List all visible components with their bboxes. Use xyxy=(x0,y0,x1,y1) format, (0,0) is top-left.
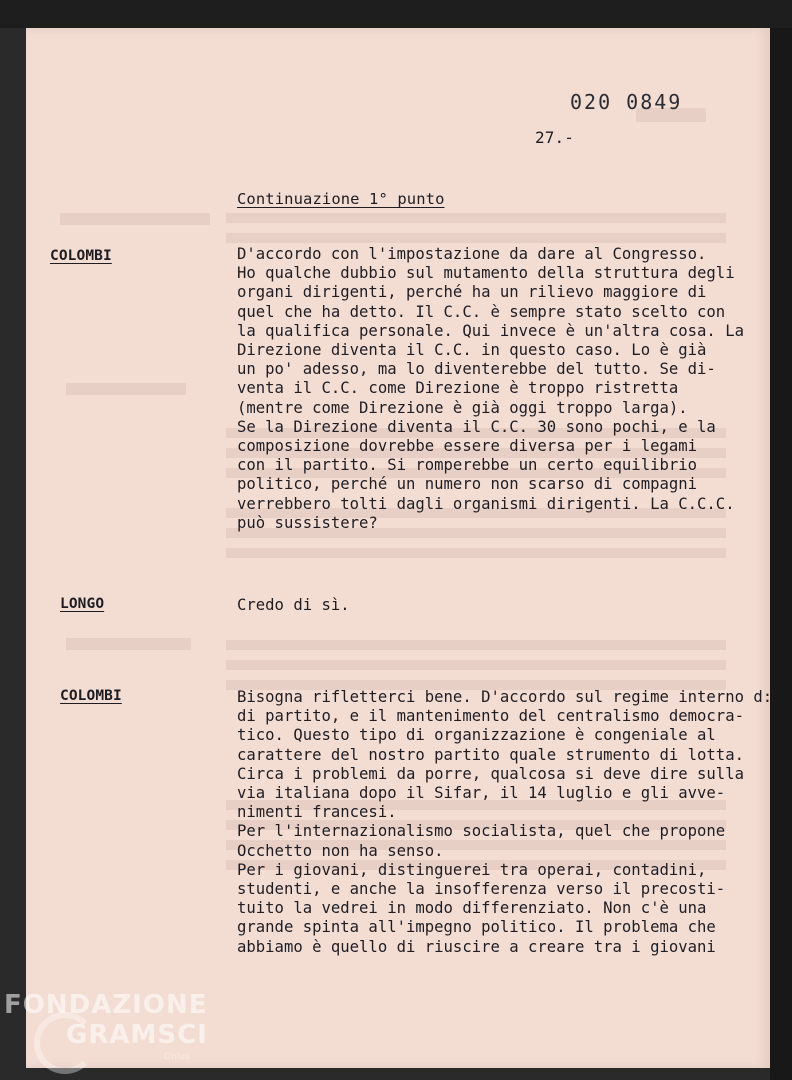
speech-line: carattere del nostro partito quale strumento di lotta. xyxy=(237,745,744,764)
section-title: Continuazione 1° punto xyxy=(237,190,445,208)
speech-line: organi dirigenti, perché ha un rilievo maggiore di xyxy=(237,283,707,302)
speech-line: Occhetto non ha senso. xyxy=(237,841,444,860)
speech-line: venta il C.C. come Direzione è troppo ristretta xyxy=(237,379,679,398)
speech-line: politico, perché un numero non scarso di compagni xyxy=(237,475,698,494)
speech-line: Credo di sì. xyxy=(237,596,350,614)
speech-line: verrebbero tolti dagli organismi dirigenti. La C.C.C. xyxy=(237,494,735,513)
watermark-line3: Onlus xyxy=(164,1052,190,1062)
speech-line: studenti, e anche la insofferenza verso il precosti- xyxy=(237,880,726,899)
speech-line: Per l'internazionalismo socialista, quel che propone xyxy=(237,822,726,841)
watermark-line1: FONDAZIONE xyxy=(4,990,208,1020)
speech-line: Bisogna rifletterci bene. D'accordo sul regime interno d: xyxy=(237,688,773,706)
speech-line: via italiana dopo il Sifar, il 14 luglio e gli avve- xyxy=(237,784,726,803)
speech-line: può sussistere? xyxy=(237,513,378,532)
speech-line: un po' adesso, ma lo diventerebbe del tutto. Se di- xyxy=(237,360,716,379)
speech-line: nimenti francesi. xyxy=(237,803,397,822)
speech-line: Direzione diventa il C.C. in questo caso. Lo è già xyxy=(237,341,707,360)
speech-line: Per i giovani, distinguerei tra operai, contadini, xyxy=(237,860,707,879)
speech-block xyxy=(237,245,744,533)
speaker-label: LONGO xyxy=(60,596,105,612)
speech-line: Ho qualche dubbio sul mutamento della struttura degli xyxy=(237,264,735,283)
speech-line: la qualifica personale. Qui invece è un'altra cosa. La xyxy=(237,321,744,340)
speech-line: (mentre come Direzione è già oggi troppo larga). xyxy=(237,398,688,417)
speech-line: Circa i problemi da porre, qualcosa si deve dire sulla xyxy=(237,764,744,783)
fondazione-gramsci-watermark xyxy=(4,990,208,1070)
speech-line: abbiamo è quello di riuscire a creare tra i giovani xyxy=(237,937,716,956)
watermark-line2: GRAMSCI xyxy=(66,1020,208,1050)
speech-line: quel che ha detto. Il C.C. è sempre stato scelto con xyxy=(237,302,726,321)
speech-line: D'accordo con l'impostazione da dare al Congresso. xyxy=(237,245,707,263)
scan-top-border xyxy=(0,0,792,28)
speech-line: tico. Questo tipo di organizzazione è congeniale al xyxy=(237,726,716,745)
speech-line: Se la Direzione diventa il C.C. 30 sono pochi, e la xyxy=(237,417,716,436)
speech-line: con il partito. Si romperebbe un certo equilibrio xyxy=(237,456,698,475)
speech-line: tuito la vedrei in modo differenziato. Non c'è una xyxy=(237,899,707,918)
speech-line: grande spinta all'impegno politico. Il problema che xyxy=(237,918,716,937)
document-number: 020 0849 xyxy=(570,90,683,114)
speech-block xyxy=(237,688,772,957)
speaker-label: COLOMBI xyxy=(60,688,122,704)
page-number: 27.- xyxy=(535,128,574,147)
speech-block xyxy=(237,596,350,615)
scan-right-edge xyxy=(770,28,792,1080)
speech-line: composizione dovrebbe essere diversa per i legami xyxy=(237,437,698,456)
speaker-label: COLOMBI xyxy=(50,248,112,264)
speech-line: di partito, e il mantenimento del centralismo democra- xyxy=(237,707,744,726)
